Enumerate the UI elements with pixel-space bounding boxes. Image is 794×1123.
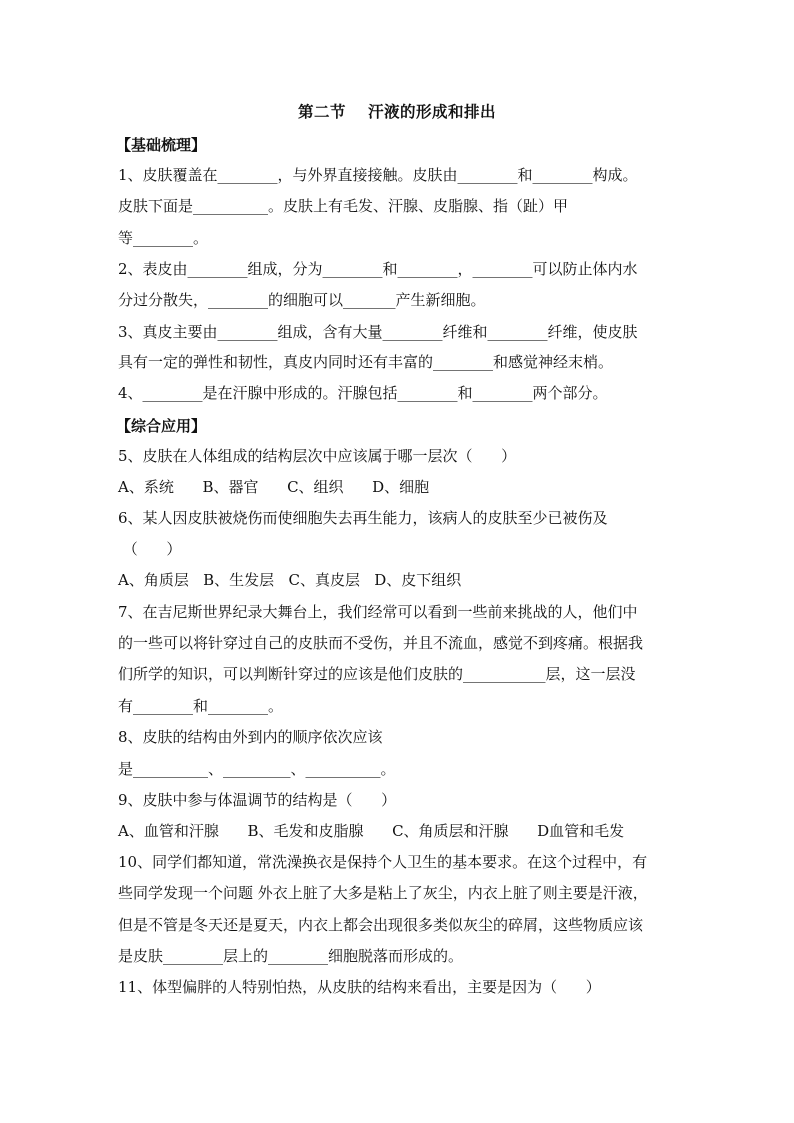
title-topic: 汗液的形成和排出 — [368, 102, 497, 121]
question-line: 有________和________。 — [118, 697, 284, 715]
question-line: 2、表皮由________组成，分为________和________，________可以防止体内水 — [118, 260, 638, 278]
question-line: 3、真皮主要由________组成，含有大量________纤维和________纤维，使皮肤 — [118, 323, 638, 341]
question-line: 但是不管是冬天还是夏天，内衣上都会出现很多类似灰尘的碎屑，这些物质应该 — [118, 916, 644, 934]
question-line: 9、皮肤中参与体温调节的结构是（ ） — [118, 791, 397, 809]
question-line: 是__________、_________、__________。 — [118, 760, 396, 778]
section-heading-applied: 【综合应用】 — [116, 417, 207, 435]
question-line: 分过分散失，________的细胞可以_______产生新细胞。 — [118, 291, 486, 309]
question-line: 皮肤下面是__________。皮肤上有毛发、汗腺、皮脂腺、指（趾）甲 — [118, 197, 569, 215]
section-heading-basic: 【基础梳理】 — [116, 136, 207, 154]
question-line: 是皮肤________层上的________细胞脱落而形成的。 — [118, 947, 464, 965]
option-line: A、系统 B、器官 C、组织 D、细胞 — [118, 478, 430, 496]
question-line: 6、某人因皮肤被烧伤而使细胞失去再生能力，该病人的皮肤至少已被伤及 — [118, 509, 608, 527]
question-line: 5、皮肤在人体组成的结构层次中应该属于哪一层次（ ） — [118, 447, 517, 465]
question-line: 7、在吉尼斯世界纪录大舞台上，我们经常可以看到一些前来挑战的人，他们中 — [118, 603, 638, 621]
option-line: A、角质层 B、生发层 C、真皮层 D、皮下组织 — [118, 571, 462, 589]
question-line: 些同学发现一个问题 外衣上脏了大多是粘上了灰尘，内衣上脏了则主要是汗液， — [118, 884, 648, 902]
question-line: 等________。 — [118, 229, 209, 247]
question-line: 们所学的知识，可以判断针穿过的应该是他们皮肤的___________层，这一层没 — [118, 665, 636, 683]
question-line: 11、体型偏胖的人特别怕热，从皮肤的结构来看出，主要是因为（ ） — [118, 978, 601, 996]
question-line: 具有一定的弹性和韧性，真皮内同时还有丰富的________和感觉神经末梢。 — [118, 353, 614, 371]
question-line: 10、同学们都知道，常洗澡换衣是保持个人卫生的基本要求。在这个过程中，有 — [118, 853, 648, 871]
question-line: （ ） — [118, 540, 182, 558]
option-line: A、血管和汗腺 B、毛发和皮脂腺 C、角质层和汗腺 D血管和毛发 — [118, 822, 625, 840]
question-line: 8、皮肤的结构由外到内的顺序依次应该 — [118, 728, 383, 746]
question-line: 的一些可以将针穿过自己的皮肤而不受伤，并且不流血，感觉不到疼痛。根据我 — [118, 634, 644, 652]
title-section-number: 第二节 — [297, 102, 346, 121]
question-line: 4、________是在汗腺中形成的。汗腺包括________和________两个部分。 — [118, 384, 608, 402]
question-line: 1、皮肤覆盖在________，与外界直接接触。皮肤由________和________构成。 — [118, 166, 638, 184]
page-title — [0, 100, 794, 122]
